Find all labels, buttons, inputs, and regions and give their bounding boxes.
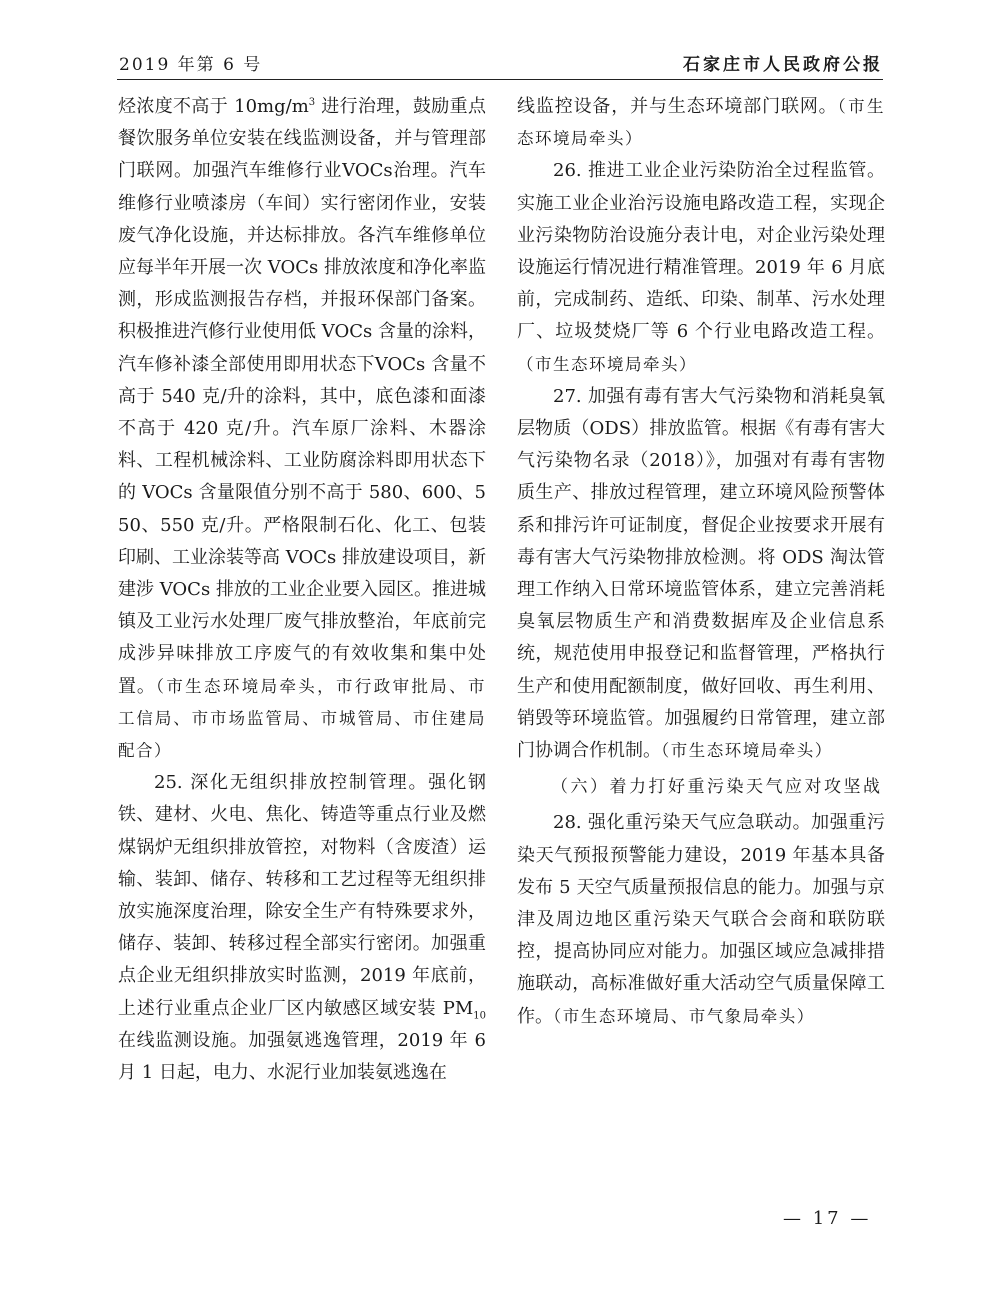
text-segment: 进行治理，鼓励重点餐饮服务单位安装在线监测设备，并与管理部门联网。加强汽车维修行业VOCs治理。汽车维修行业喷漆房（车间）实行密闭作业，安装废气净化设施，并达标排放。各汽车维修单位应每半年开展一次 VOCs 排放浓度和净化率监测，形成监测报告存档，并报环保部门备案。积极推进汽修行业使用低 VOCs 含量的涂料，汽车修补漆全部使用即用状态下VOCs 含量不高于 540 克/升的涂料，其中，底色漆和面漆不高于 420 克/升。汽车原厂涂料、木器涂料、工程机械涂料、工业防腐涂料即用状态下的 VOCs 含量限值分别不高于 580、600、550、550 克/升。严格限制石化、化工、包装印刷、工业涂装等高 VOCs 排放建设项目，新建涉 VOCs 排放的工业企业要入园区。推进城镇及工业污水处理厂废气排放整治，年底前完成涉异味排放工序废气的有效收集和集中处置。 — [118, 96, 486, 697]
responsibility-note: （市生态环境局牵头） — [517, 97, 886, 149]
page-number: — 17 — — [783, 1208, 872, 1229]
paragraph-25-continued — [517, 91, 885, 155]
superscript: 3 — [308, 97, 316, 108]
text-segment: 线监控设备，并与生态环境部门联网。 — [517, 96, 838, 117]
paragraph-28 — [517, 807, 885, 1032]
section-heading: （六）着力打好重污染天气应对攻坚战 — [551, 777, 883, 798]
responsibility-note: （市生态环境局、市气象局牵头） — [553, 1006, 815, 1026]
paragraph-24-continued — [118, 91, 486, 767]
text-segment: 26. 推进工业企业污染防治全过程监管。实施工业企业治污设施电路改造工程，实现企业污染物防治设施分表计电，对企业污染处理设施运行情况进行精准管理。2019 年 6 月底前，完成制药、造纸、印染、制革、污水处理厂、垃圾焚烧厂等 6 个行业电路改造工程。 — [517, 160, 885, 343]
text-segment: 27. 加强有毒有害大气污染物和消耗臭氧层物质（ODS）排放监管。根据《有毒有害大气污染物名录（2018）》，加强对有毒有害物质生产、排放过程管理，建立环境风险预警体系和排污许可证制度，督促企业按要求开展有毒有害大气污染物排放检测。将 ODS 淘汰管理工作纳入日常环境监管体系，建立完善消耗臭氧层物质生产和消费数据库及企业信息系统，规范使用申报登记和监督管理，严格执行生产和使用配额制度，做好回收、再生利用、销毁等环境监管。加强履约日常管理，建立部门协调合作机制。 — [517, 385, 885, 762]
paragraph-27 — [517, 381, 885, 767]
responsibility-note: （市生态环境局牵头，市行政审批局、市工信局、市市场监管局、市城管局、市住建局配合） — [118, 676, 487, 761]
left-column — [118, 91, 486, 1089]
responsibility-note: （市生态环境局牵头） — [517, 354, 697, 374]
issue-label: 2019 年第 6 号 — [119, 55, 263, 75]
paragraph-26 — [517, 155, 885, 380]
text-segment: 28. 强化重污染天气应急联动。加强重污染天气预报预警能力建设，2019 年基本具备发布 5 天空气质量预报信息的能力。加强与京津及周边地区重污染天气联合会商和联防联控，提高协同应对能力。加强区域应急减排措施联动，高标准做好重大活动空气质量保障工作。 — [517, 812, 885, 1027]
paragraph-25 — [118, 767, 486, 1089]
right-column — [517, 91, 885, 1033]
publication-title: 石家庄市人民政府公报 — [683, 55, 883, 75]
text-segment: 在线监测设施。加强氨逃逸管理，2019 年 6 月 1 日起，电力、水泥行业加装氨逃逸在 — [118, 1029, 486, 1084]
subscript: 10 — [473, 1010, 486, 1022]
responsibility-note: （市生态环境局牵头） — [661, 741, 833, 761]
header-divider — [117, 79, 883, 80]
text-segment: 烃浓度不高于 10mg/m — [118, 96, 309, 117]
text-segment: 25. 深化无组织排放控制管理。强化钢铁、建材、火电、焦化、铸造等重点行业及燃煤锅炉无组织排放管控，对物料（含废渣）运输、装卸、储存、转移和工艺过程等无组织排放实施深度治理，除安全生产有特殊要求外，储存、装卸、转移过程全部实行密闭。加强重点企业无组织排放实时监测，2019 年底前，上述行业重点企业厂区内敏感区域安装 PM — [118, 772, 486, 1019]
